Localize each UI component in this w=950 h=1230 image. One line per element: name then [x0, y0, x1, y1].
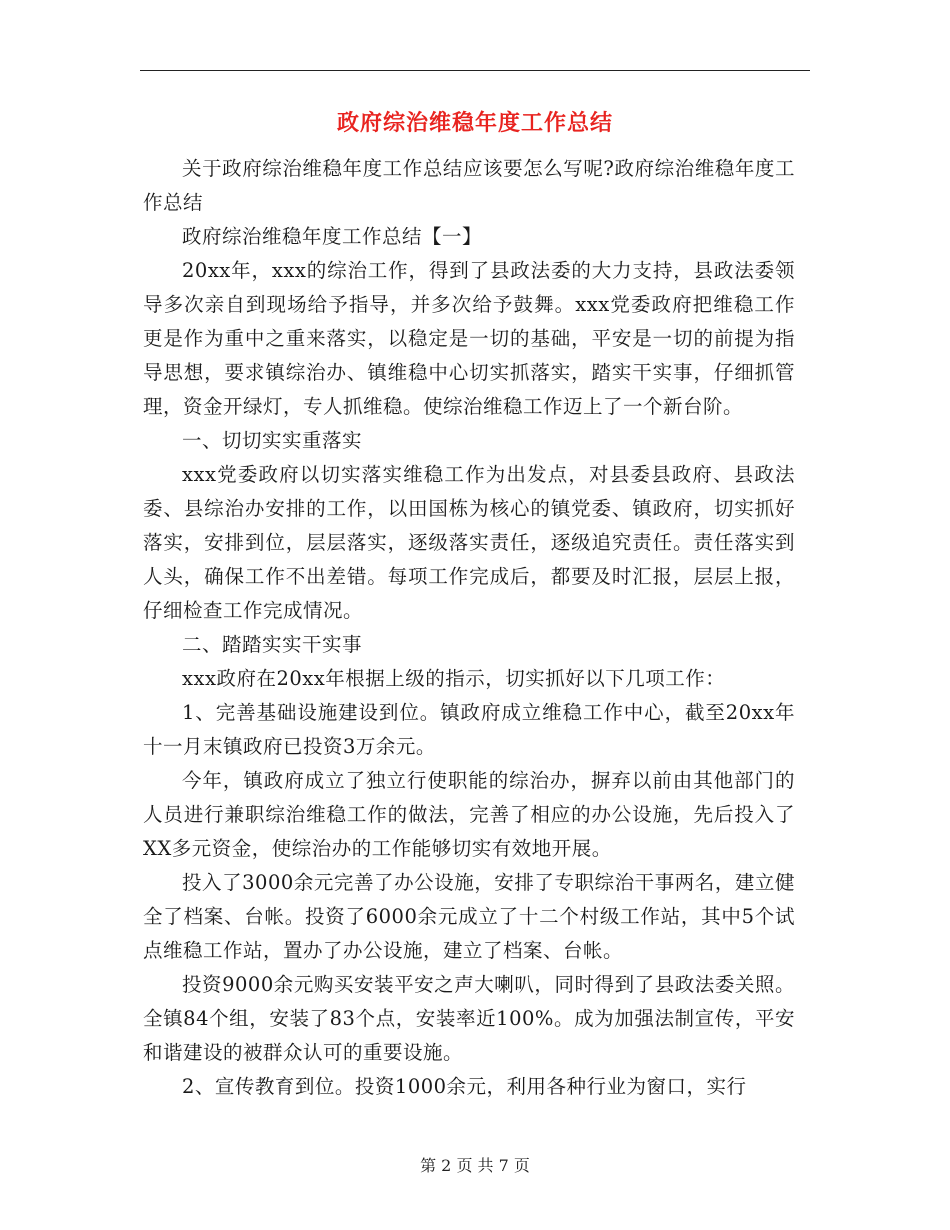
body-paragraph: 投入了3000余元完善了办公设施，安排了专职综治干事两名，建立健全了档案、台帐。投资了6000余元成立了十二个村级工作站，其中5个试点维稳工作站，置办了办公设施，建立了档案、台帐。	[143, 871, 795, 962]
body-paragraph: xxx政府在20xx年根据上级的指示，切实抓好以下几项工作：	[182, 667, 726, 690]
subsection-heading: 一、切切实实重落实	[182, 429, 363, 452]
page-number-footer: 第 2 页 共 7 页	[420, 1156, 530, 1175]
header-rule	[140, 70, 810, 71]
subsection-heading: 二、踏踏实实干实事	[182, 633, 363, 656]
section-heading: 政府综治维稳年度工作总结【一】	[182, 225, 483, 248]
body-paragraph: 2、宣传教育到位。投资1000余元，利用各种行业为窗口，实行	[182, 1075, 747, 1098]
body-paragraph: 1、完善基础设施建设到位。镇政府成立维稳工作中心，截至20xx年十一月末镇政府已投资3万余元。	[143, 701, 795, 758]
document-body	[143, 152, 795, 1104]
body-paragraph: 20xx年，xxx的综治工作，得到了县政法委的大力支持，县政法委领导多次亲自到现场给予指导，并多次给予鼓舞。xxx党委政府把维稳工作更是作为重中之重来落实，以稳定是一切的基础，平安是一切的前提为指导思想，要求镇综治办、镇维稳中心切实抓落实，踏实干实事，仔细抓管理，资金开绿灯，专人抓维稳。使综治维稳工作迈上了一个新台阶。	[143, 259, 795, 418]
body-paragraph: xxx党委政府以切实落实维稳工作为出发点，对县委县政府、县政法委、县综治办安排的工作，以田国栋为核心的镇党委、镇政府，切实抓好落实，安排到位，层层落实，逐级落实责任，逐级追究责任。责任落实到人头，确保工作不出差错。每项工作完成后，都要及时汇报，层层上报，仔细检查工作完成情况。	[143, 463, 795, 622]
body-paragraph: 今年，镇政府成立了独立行使职能的综治办，摒弃以前由其他部门的人员进行兼职综治维稳工作的做法，完善了相应的办公设施，先后投入了XX多元资金，使综治办的工作能够切实有效地开展。	[143, 769, 795, 860]
intro-paragraph: 关于政府综治维稳年度工作总结应该要怎么写呢?政府综治维稳年度工作总结	[143, 157, 795, 214]
body-paragraph: 投资9000余元购买安装平安之声大喇叭，同时得到了县政法委关照。全镇84个组，安装了83个点，安装率近100%。成为加强法制宣传，平安和谐建设的被群众认可的重要设施。	[143, 973, 795, 1064]
document-title: 政府综治维稳年度工作总结	[336, 111, 613, 136]
